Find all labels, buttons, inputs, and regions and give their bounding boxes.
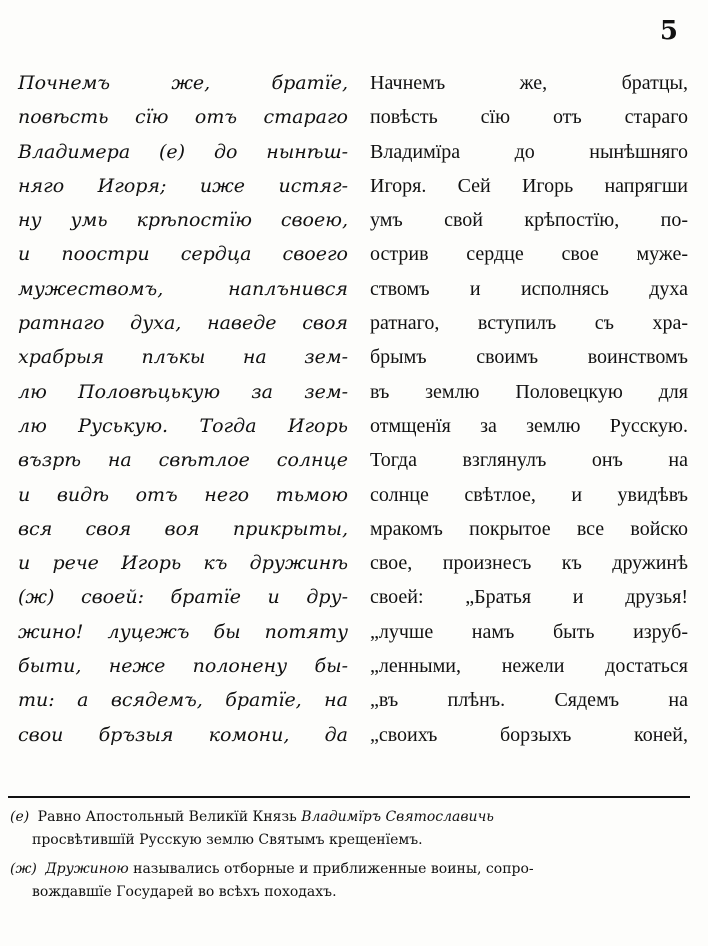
text-line: Владимїра до нынѣшняго: [370, 140, 688, 163]
text-line: ти: а всядемъ, братїе, на: [18, 689, 348, 712]
footnote-italic-name: Владимїръ Святославичь: [301, 809, 494, 825]
text-line: Тогда взглянулъ онъ на: [370, 449, 688, 472]
footnote-italic-term: Дружиною: [45, 861, 129, 877]
text-line: повѣсть сїю отъ стараго: [18, 106, 348, 129]
text-line: солнце свѣтлое, и увидѣвъ: [370, 483, 688, 506]
footnote-text-continuation: просвѣтившїй Русскую землю Святымъ крещенїемъ.: [32, 832, 423, 848]
text-line: ствомъ и исполнясь духа: [370, 277, 688, 300]
text-line: ратнаго, вступилъ съ хра-: [370, 312, 688, 335]
old-russian-text-column: [18, 66, 348, 752]
text-line: ратнаго духа, наведе своя: [18, 312, 348, 335]
text-line: „лучше намъ быть изруб-: [370, 620, 688, 643]
text-line: въ землю Половецкую для: [370, 380, 688, 403]
text-line: „своихъ борзыхъ коней,: [370, 723, 688, 746]
text-line: мракомъ покрытое все войско: [370, 517, 688, 540]
text-line: храбрыя плъкы на зем-: [18, 346, 348, 369]
footnote-divider: [8, 796, 690, 798]
footnote-zh: [10, 858, 690, 904]
footnote-e: [10, 806, 690, 852]
text-line: и поостри сердца своего: [18, 243, 348, 266]
text-line: няго Игоря; иже истяг-: [18, 174, 348, 197]
text-line: повѣсть сїю отъ стараго: [370, 106, 688, 129]
text-line: (ж) своей: братїе и дру-: [18, 586, 348, 609]
text-line: свое, произнесъ къ дружинѣ: [370, 552, 688, 575]
text-line: лю Руськую. Тогда Игорь: [18, 414, 348, 437]
text-line: и рече Игорь къ дружинѣ: [18, 552, 348, 575]
text-line: жино! луцежъ бы потяту: [18, 620, 348, 643]
footnotes: [10, 806, 690, 910]
text-line: възрѣ на свѣтлое солнце: [18, 449, 348, 472]
text-line: ну умь крѣпостїю своею,: [18, 209, 348, 232]
text-line: „ленными, нежели достаться: [370, 655, 688, 678]
text-line: вся своя воя прикрыты,: [18, 517, 348, 540]
text-line: „въ плѣнъ. Сядемъ на: [370, 689, 688, 712]
text-line: быти, неже полонену бы-: [18, 655, 348, 678]
text-line: мужествомъ, наплънився: [18, 277, 348, 300]
text-line: острив сердце свое муже-: [370, 243, 688, 266]
footnote-text: назывались отборные и приближенные воины, сопро-: [133, 861, 534, 877]
text-line: брымъ своимъ воинствомъ: [370, 346, 688, 369]
text-line: Игоря. Сей Игорь напрягши: [370, 174, 688, 197]
text-line: свои бръзыя комони, да: [18, 723, 348, 746]
text-line: Владимера (е) до нынѣш-: [18, 140, 348, 163]
footnote-marker: (е): [10, 809, 30, 825]
text-line: Почнемъ же, братїе,: [18, 72, 348, 94]
footnote-text-continuation: вождавшїе Государей во всѣхъ походахъ.: [32, 884, 337, 900]
text-line: лю Половѣцькую за зем-: [18, 380, 348, 403]
footnote-marker: (ж): [10, 861, 37, 877]
text-line: Начнемъ же, братцы,: [370, 72, 688, 94]
footnote-text: Равно Апостольный Великїй Князь: [37, 809, 297, 825]
page-number: 5: [659, 16, 678, 46]
text-line: своей: „Братья и друзья!: [370, 586, 688, 609]
text-line: и видѣ отъ него тьмою: [18, 483, 348, 506]
modern-russian-text-column: [370, 66, 688, 752]
text-line: отмщенїя за землю Русскую.: [370, 414, 688, 437]
text-line: умъ свой крѣпостїю, по-: [370, 209, 688, 232]
